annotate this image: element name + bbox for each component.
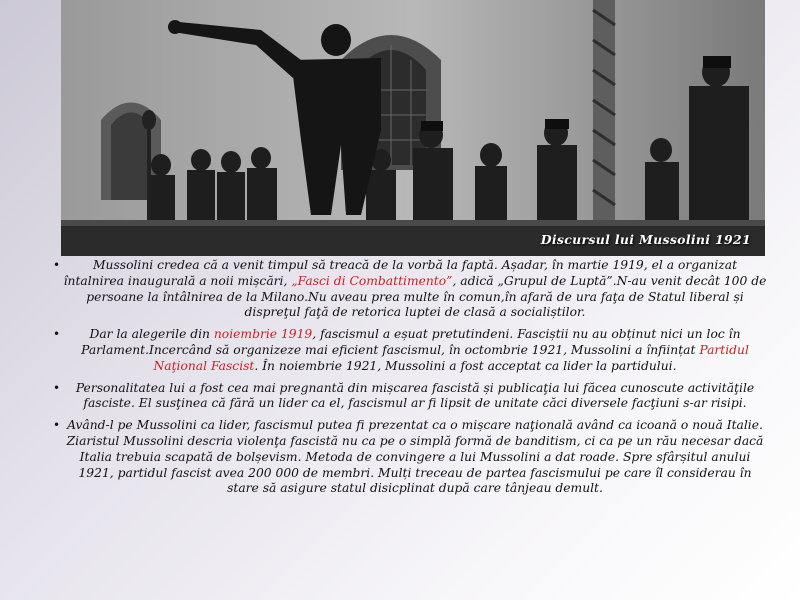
- bullet-list: [55, 258, 775, 503]
- highlight-text: Partidul Naţional Fascist: [153, 342, 749, 373]
- highlight-text: noiembrie 1919: [213, 327, 313, 342]
- bullet-text: , fascismul a eșuat pretutindeni. Fasciștii nu au obținut nici un loc în Parlament.Incercând să organizeze mai eficient fascismul, în octombrie 1921, Mussolini a înființat: [81, 327, 741, 357]
- bullet-marker: •: [53, 380, 61, 395]
- photo-caption: Discursul lui Mussolini 1921: [540, 232, 751, 247]
- bullet-text: Personalitatea lui a fost cea mai pregnantă din mișcarea fascistă și publicaţia lui făcea cunoscute activităţile fasciste. El susţinea că fără un lider ca el, fascismul ar fi lipsit de unitate căci diversele facţiuni s-ar risipi.: [75, 380, 755, 411]
- bullet-text: . În noiembrie 1921, Mussolini a fost acceptat ca lider la partidului.: [254, 358, 677, 373]
- highlight-text: „Fasci di Combattimento”: [291, 273, 453, 288]
- bullet-text: , adică „Grupul de Luptă”.N-au venit decât 100 de persoane la întâlnirea de la Milano.Nu aveau prea multe în comun,în afară de ura faţa de Statul liberal și dispreţul faţă de retorica luptei de clasă a socialiștilor.: [86, 273, 767, 320]
- bullet-marker: •: [53, 327, 61, 342]
- column: [593, 0, 615, 230]
- list-item: [55, 327, 775, 374]
- list-item: [55, 418, 775, 497]
- bullet-text: Dar la alegerile din: [89, 327, 214, 342]
- bullet-text: Mussolini credea că a venit timpul să treacă de la vorbă la faptă. Așadar, în martie 1919, el a organizat întalnirea inaugurală a noii mișcări,: [63, 258, 738, 288]
- list-item: [55, 381, 775, 413]
- list-item: [55, 258, 775, 321]
- bullet-marker: •: [53, 258, 61, 272]
- photo-illustration: [61, 0, 765, 256]
- bullet-marker: •: [53, 418, 61, 433]
- historical-photo: [61, 0, 765, 256]
- bullet-text: Având-l pe Mussolini ca lider, fascismul putea fi prezentat ca o mișcare naţională având ca icoană o nouă Italie. Ziaristul Mussolini descria violenţa fascistă nu ca pe o simplă formă de banditism, ci ca pe un rău necesar dacă Italia trebuia scapată de bolșevism. Metoda de convingere a lui Mussolini a dat roade. Spre sfârșitul anului 1921, partidul fascist avea 200 000 de membri. Mulți treceau de partea fascismului pe care îl considerau în stare să asigure statul disicplinat după care tânjeau demult.: [66, 418, 764, 496]
